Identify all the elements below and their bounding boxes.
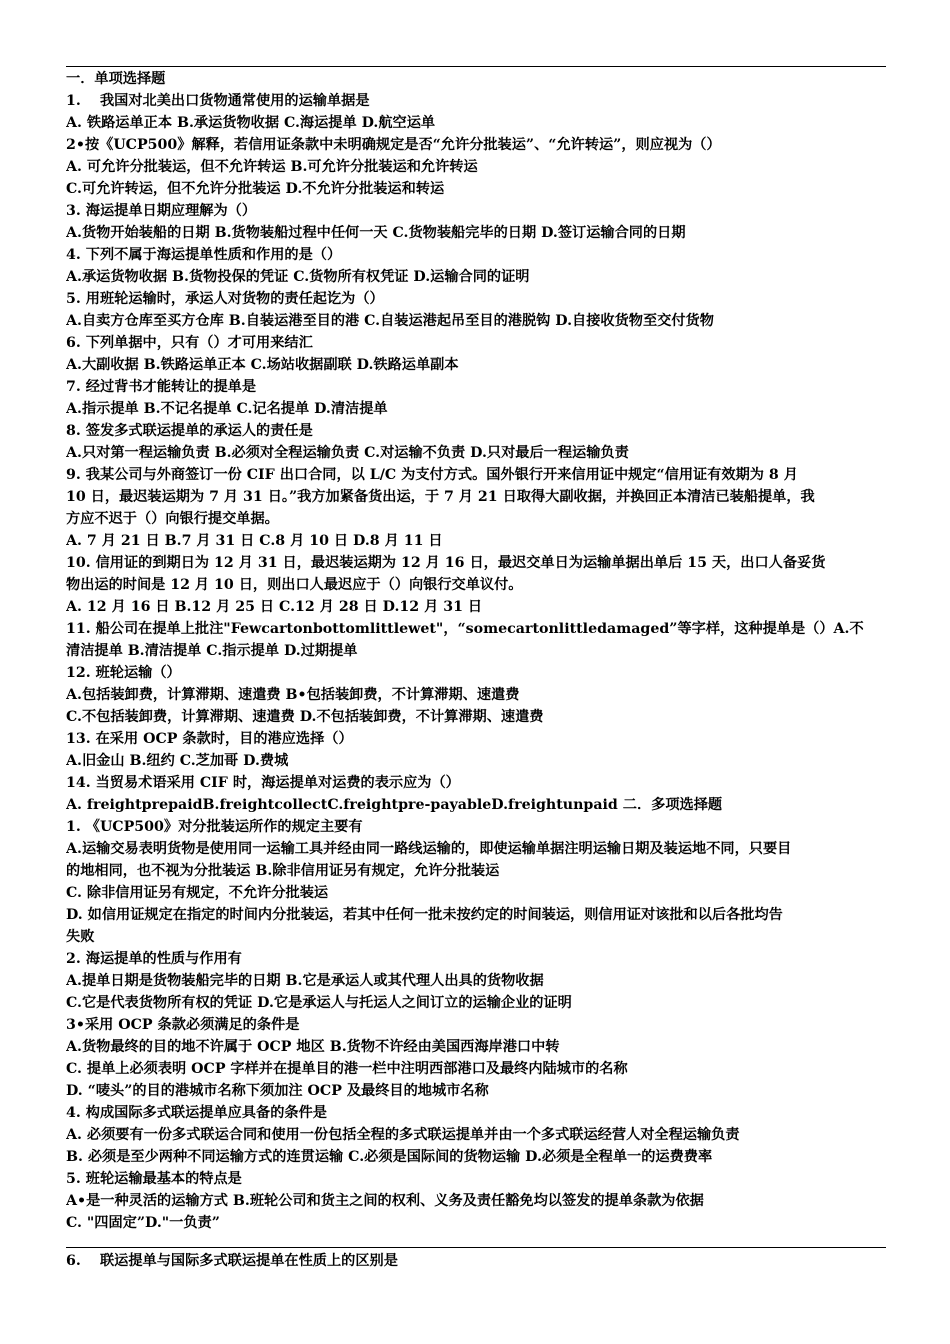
text-line: A.旧金山 B.纽约 C.芝加哥 D.费城	[66, 753, 289, 769]
text-line: A.货物开始装船的日期 B.货物装船过程中任何一天 C.货物装船完毕的日期 D.签订运输合同的日期	[66, 225, 686, 241]
text-line: A.运输交易表明货物是使用同一运输工具并经由同一路线运输的，即使运输单据注明运输日期及装运地不同，只要目	[66, 841, 792, 857]
text-line: 5. 用班轮运输时，承运人对货物的责任起讫为（）	[66, 291, 384, 307]
text-line: 10. 信用证的到期日为 12 月 31 日，最迟装运期为 12 月 16 日，最迟交单日为运输单据出单后 15 天，出口人备妥货	[66, 555, 826, 571]
text-line: 9. 我某公司与外商签订一份 CIF 出口合同，以 L/C 为支付方式。国外银行开来信用证中规定“信用证有效期为 8 月	[66, 467, 798, 483]
text-line: 8. 签发多式联运提单的承运人的责任是	[66, 423, 313, 439]
text-line: 11. 船公司在提单上批注"Fewcartonbottomlittlewet"，“somecartonlittledamaged”等字样，这种提单是（）A.不	[66, 621, 864, 637]
text-line: 4. 构成国际多式联运提单应具备的条件是	[66, 1105, 327, 1121]
text-line: 的地相同，也不视为分批装运 B.除非信用证另有规定，允许分批装运	[66, 863, 500, 879]
text-line: 7. 经过背书才能转让的提单是	[66, 379, 257, 395]
text-line: A. freightprepaidB.freightcollectC.freightpre-payableD.freightunpaid 二．多项选择题	[66, 797, 723, 813]
header-rule	[66, 66, 886, 67]
text-line: 2•按《UCP500》解释，若信用证条款中未明确规定是否“允许分批装运”、“允许转运”，则应视为（）	[66, 137, 721, 153]
text-line: A.提单日期是货物装船完毕的日期 B.它是承运人或其代理人出具的货物收据	[66, 973, 544, 989]
text-line: 物出运的时间是 12 月 10 日，则出口人最迟应于（）向银行交单议付。	[66, 577, 523, 593]
text-line: C. 除非信用证另有规定，不允许分批装运	[66, 885, 329, 901]
text-line: 6. 下列单据中，只有（）才可用来结汇	[66, 335, 313, 351]
text-line: A.承运货物收据 B.货物投保的凭证 C.货物所有权凭证 D.运输合同的证明	[66, 269, 530, 285]
text-line: D. 如信用证规定在指定的时间内分批装运，若其中任何一批未按约定的时间装运，则信用证对该批和以后各批均告	[66, 907, 783, 923]
text-line: A.包括装卸费，计算滞期、速遣费 B•包括装卸费，不计算滞期、速遣费	[66, 687, 520, 703]
footer-rule	[66, 1247, 886, 1248]
page-footer	[66, 1250, 886, 1272]
text-line: 10 日，最迟装运期为 7 月 31 日。”我方加紧备货出运，于 7 月 21 日取得大副收据，并换回正本清洁已装船提单，我	[66, 489, 815, 505]
text-line: 方应不迟于（）向银行提交单据。	[66, 511, 279, 527]
text-line: C.可允许转运，但不允许分批装运 D.不允许分批装运和转运	[66, 181, 445, 197]
text-line: 清洁提单 B.清洁提单 C.指示提单 D.过期提单	[66, 643, 358, 659]
text-line: A. 可允许分批装运，但不允许转运 B.可允许分批装运和允许转运	[66, 159, 478, 175]
text-line: A.货物最终的目的地不许属于 OCP 地区 B.货物不许经由美国西海岸港口中转	[66, 1039, 560, 1055]
text-line: A. 12 月 16 日 B.12 月 25 日 C.12 月 28 日 D.12 月 31 日	[66, 599, 483, 615]
text-line: C. "四固定”D."一负责”	[66, 1215, 220, 1231]
text-line: 13. 在采用 OCP 条款时，目的港应选择（）	[66, 731, 353, 747]
text-line: 12. 班轮运输（）	[66, 665, 181, 681]
text-line: 失败	[66, 929, 95, 945]
text-line: A. 7 月 21 日 B.7 月 31 日 C.8 月 10 日 D.8 月 11 日	[66, 533, 443, 549]
text-line: 2. 海运提单的性质与作用有	[66, 951, 242, 967]
text-line: D. “唛头”的目的港城市名称下须加注 OCP 及最终目的地城市名称	[66, 1083, 489, 1099]
text-line: A.大副收据 B.铁路运单正本 C.场站收据副联 D.铁路运单副本	[66, 357, 459, 373]
text-line: C. 提单上必须表明 OCP 字样并在提单目的港一栏中注明西部港口及最终内陆城市的名称	[66, 1061, 628, 1077]
text-line: A•是一种灵活的运输方式 B.班轮公司和货主之间的权利、义务及责任豁免均以签发的提单条款为依据	[66, 1193, 704, 1209]
text-line: B. 必须是至少两种不同运输方式的连贯运输 C.必须是国际间的货物运输 D.必须是全程单一的运费费率	[66, 1149, 713, 1165]
document-body	[66, 68, 886, 1234]
text-line: 6. 联运提单与国际多式联运提单在性质上的区别是	[66, 1253, 398, 1269]
text-line: 14. 当贸易术语采用 CIF 时，海运提单对运费的表示应为（）	[66, 775, 460, 791]
text-line: 3•采用 OCP 条款必须满足的条件是	[66, 1017, 300, 1033]
document-page	[66, 0, 886, 1344]
text-line: C.不包括装卸费，计算滞期、速遣费 D.不包括装卸费，不计算滞期、速遣费	[66, 709, 544, 725]
text-line: 一．单项选择题	[66, 71, 166, 87]
text-line: 4. 下列不属于海运提单性质和作用的是（）	[66, 247, 342, 263]
text-line: 1. 我国对北美出口货物通常使用的运输单据是	[66, 93, 370, 109]
text-line: C.它是代表货物所有权的凭证 D.它是承运人与托运人之间订立的运输企业的证明	[66, 995, 572, 1011]
text-line: A.只对第一程运输负责 B.必须对全程运输负责 C.对运输不负责 D.只对最后一程运输负责	[66, 445, 629, 461]
text-line: 3. 海运提单日期应理解为（）	[66, 203, 257, 219]
text-line: A.自卖方仓库至买方仓库 B.自装运港至目的港 C.自装运港起吊至目的港脱钩 D.自接收货物至交付货物	[66, 313, 714, 329]
text-line: A.指示提单 B.不记名提单 C.记名提单 D.清洁提单	[66, 401, 388, 417]
text-line: A. 铁路运单正本 B.承运货物收据 C.海运提单 D.航空运单	[66, 115, 436, 131]
text-line: A. 必须要有一份多式联运合同和使用一份包括全程的多式联运提单并由一个多式联运经营人对全程运输负责	[66, 1127, 740, 1143]
text-line: 1. 《UCP500》对分批装运所作的规定主要有	[66, 819, 363, 835]
text-line: 5. 班轮运输最基本的特点是	[66, 1171, 242, 1187]
